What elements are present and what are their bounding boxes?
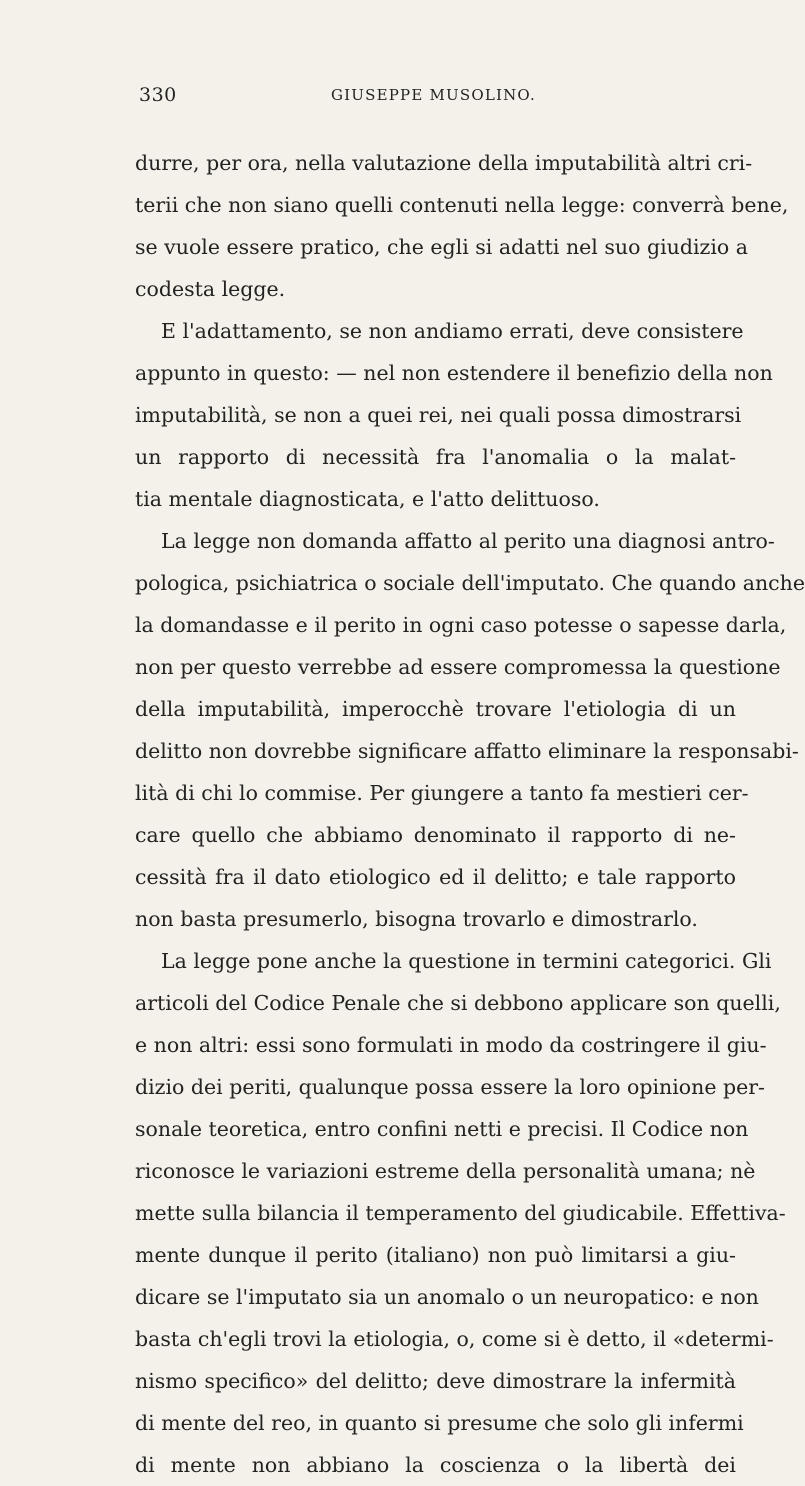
page-header <box>131 84 736 114</box>
body-text <box>135 142 805 1486</box>
text-line: articoli del Codice Penale che si debbono applicare son quelli, <box>135 991 781 1015</box>
text-line: dicare se l'imputato sia un anomalo o un neuropatico: e non <box>135 1285 759 1309</box>
text-line: mette sulla bilancia il temperamento del giudicabile. Effettiva- <box>135 1201 786 1225</box>
text-line: di mente del reo, in quanto si presume che solo gli infermi <box>135 1411 744 1435</box>
text-line: durre, per ora, nella valutazione della imputabilità altri cri- <box>135 151 753 175</box>
text-line: sonale teoretica, entro confini netti e precisi. Il Codice non <box>135 1117 749 1141</box>
text-line: della imputabilità, imperocchè trovare l'etiologia di un <box>135 697 736 721</box>
text-line: la domandasse e il perito in ogni caso potesse o sapesse darla, <box>135 613 787 637</box>
text-line: basta ch'egli trovi la etiologia, o, come si è detto, il «determi- <box>135 1327 774 1351</box>
text-line: E l'adattamento, se non andiamo errati, deve consistere <box>161 319 744 343</box>
text-line: se vuole essere pratico, che egli si adatti nel suo giudizio a <box>135 235 748 259</box>
text-line: di mente non abbiano la coscienza o la libertà dei <box>135 1453 736 1477</box>
text-line: un rapporto di necessità fra l'anomalia o la malat- <box>135 445 736 469</box>
text-line: non per questo verrebbe ad essere compromessa la questione <box>135 655 781 679</box>
text-line: pologica, psichiatrica o sociale dell'imputato. Che quando anche <box>135 571 805 595</box>
page-number: 330 <box>139 84 177 106</box>
text-line: delitto non dovrebbe significare affatto eliminare la responsabi- <box>135 739 799 763</box>
text-line: dizio dei periti, qualunque possa essere la loro opinione per- <box>135 1075 765 1099</box>
text-line: tia mentale diagnosticata, e l'atto delittuoso. <box>135 487 600 511</box>
text-line: riconosce le variazioni estreme della personalità umana; nè <box>135 1159 756 1183</box>
running-head: GIUSEPPE MUSOLINO. <box>330 86 537 104</box>
text-line: nismo specifico» del delitto; deve dimostrare la infermità <box>135 1369 736 1393</box>
text-line: codesta legge. <box>135 277 286 301</box>
text-line: non basta presumerlo, bisogna trovarlo e dimostrarlo. <box>135 907 698 931</box>
text-line: La legge pone anche la questione in termini categorici. Gli <box>161 949 772 973</box>
text-line: imputabilità, se non a quei rei, nei quali possa dimostrarsi <box>135 403 742 427</box>
text-line: e non altri: essi sono formulati in modo da costringere il giu- <box>135 1033 767 1057</box>
text-line: care quello che abbiamo denominato il rapporto di ne- <box>135 823 736 847</box>
text-line: appunto in questo: — nel non estendere il benefizio della non <box>135 361 773 385</box>
text-line: mente dunque il perito (italiano) non può limitarsi a giu- <box>135 1243 736 1267</box>
text-line: La legge non domanda affatto al perito una diagnosi antro- <box>161 529 775 553</box>
text-line: cessità fra il dato etiologico ed il delitto; e tale rapporto <box>135 865 736 889</box>
text-line: terii che non siano quelli contenuti nella legge: converrà bene, <box>135 193 789 217</box>
text-line: lità di chi lo commise. Per giungere a tanto fa mestieri cer- <box>135 781 749 805</box>
